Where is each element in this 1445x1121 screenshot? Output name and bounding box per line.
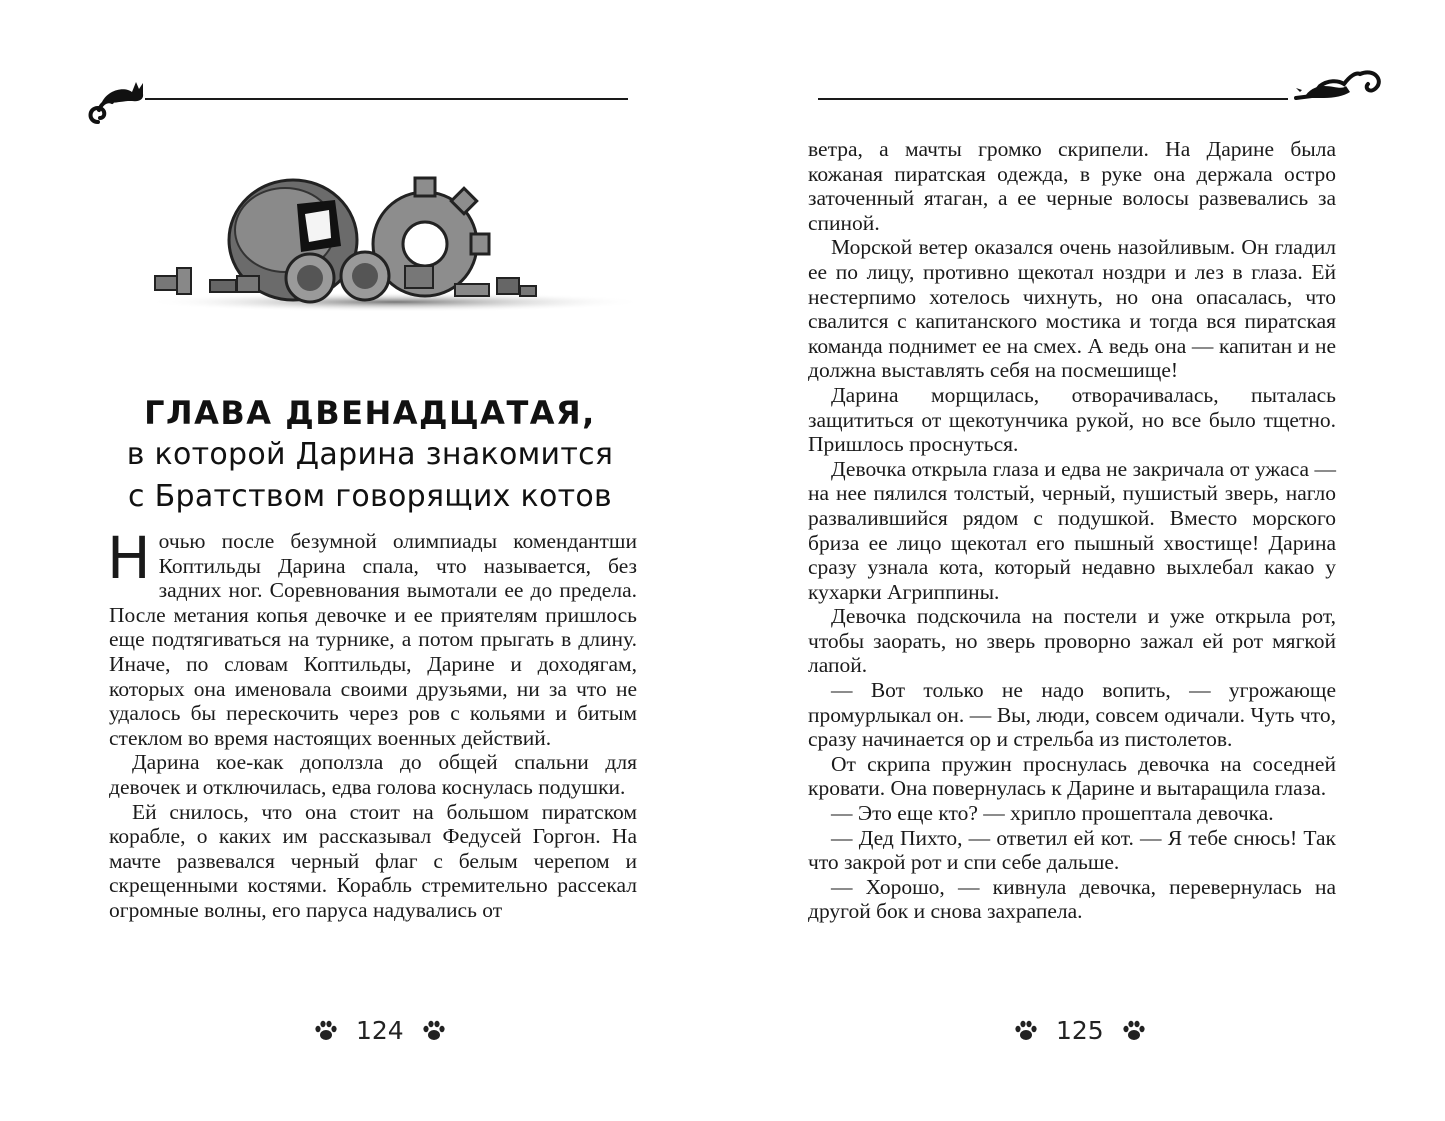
page-number-footer	[1014, 1016, 1146, 1045]
drop-cap: Н	[107, 524, 151, 592]
left-page	[0, 0, 722, 1121]
paragraph: — Дед Пихто, — ответил ей кот. — Я тебе снюсь! Так что закрой рот и спи себе дальше.	[808, 825, 1336, 875]
page-number-footer	[314, 1016, 446, 1045]
stretching-cat-icon	[1294, 66, 1384, 106]
paragraph: Дарина кое-как доползла до общей спальни для девочек и отключилась, едва голова коснулась подушки.	[109, 750, 637, 799]
paragraph: Дарина морщилась, отворачивалась, пыталась защититься от щекотунчика рукой, но все было тщетно. Пришлось проснуться.	[808, 382, 1336, 457]
helmet-gears-illustration	[125, 168, 637, 316]
paw-print-icon	[422, 1020, 446, 1042]
paw-print-icon	[314, 1020, 338, 1042]
chapter-title: ГЛАВА ДВЕНАДЦАТАЯ,	[144, 394, 596, 432]
paragraph: — Это еще кто? — хрипло прошептала девочка.	[831, 801, 1274, 826]
paw-print-icon	[1014, 1020, 1038, 1042]
paragraph: Ночью после безумной олимпиады комендантши Коптильды Дарина спала, что называется, без задних ног. Соревнования вымотали ее до предела. После метания копья девочке и ее приятелям пришлось еще подтягиваться на турнике, а потом прыгать в длину. Иначе, по словам Коптильды, Дарине и доходягам, которых она именовала своими друзьями, ни за что не удалось бы перескочить через ров с кольями и битым стеклом во время настоящих военных действий.	[107, 524, 637, 750]
paw-print-icon	[1122, 1020, 1146, 1042]
chapter-subtitle-line2: с Братством говорящих котов	[127, 479, 613, 514]
page-number: 124	[356, 1016, 404, 1045]
header-rule	[818, 98, 1288, 100]
paragraph: ветра, а мачты громко скрипели. На Дарине была кожаная пиратская одежда, в руке она держала остро заточенный ятаган, а ее черные волосы развевались за спиной.	[808, 137, 1336, 235]
left-body-text	[107, 524, 637, 923]
chapter-heading	[100, 392, 640, 518]
right-page	[722, 0, 1445, 1121]
paragraph: — Вот только не надо вопить, — угрожающе промурлыкал он. — Вы, люди, совсем одичали. Чуть что, сразу начинается ор и стрельба из пистолетов.	[808, 678, 1336, 752]
page-number: 125	[1056, 1016, 1104, 1045]
paragraph: — Хорошо, — кивнула девочка, перевернулась на другой бок и снова захрапела.	[808, 874, 1336, 924]
paragraph: Девочка подскочила на постели и уже открыла рот, чтобы заорать, но зверь проворно зажал ей рот мягкой лапой.	[808, 604, 1336, 678]
header-rule	[145, 98, 628, 100]
paragraph: От скрипа пружин проснулась девочка на соседней кровати. Она повернулась к Дарине и вытаращила глаза.	[808, 751, 1336, 801]
cat-silhouette-icon	[84, 72, 148, 128]
right-body-text	[808, 137, 1336, 924]
paragraph: Морской ветер оказался очень назойливым. Он гладил ее по лицу, противно щекотал ноздри и лез в глаза. Ей нестерпимо хотелось чихнуть, но она опасалась, что свалится с капитанского мостика и тогда вся пиратская команда поднимет ее на смех. А ведь она — капитан и не должна выставлять себя на посмешище!	[808, 235, 1336, 383]
paragraph: Девочка открыла глаза и едва не закричала от ужаса — на нее пялился толстый, черный, пушистый зверь, нагло развалившийся рядом с подушкой. Вместо морского бриза ее лицо щекотал его пышный хвостище! Дарина сразу узнала кота, который недавно выхлебал какао у кухарки Агриппины.	[808, 456, 1336, 604]
paragraph: Ей снилось, что она стоит на большом пиратском корабле, о каких им рассказывал Федусей Горгон. На мачте развевался черный флаг с белым черепом и скрещенными костями. Корабль стремительно рассекал огромные волны, его паруса надувались от	[109, 799, 637, 922]
chapter-subtitle-line1: в которой Дарина знакомится	[126, 437, 614, 472]
